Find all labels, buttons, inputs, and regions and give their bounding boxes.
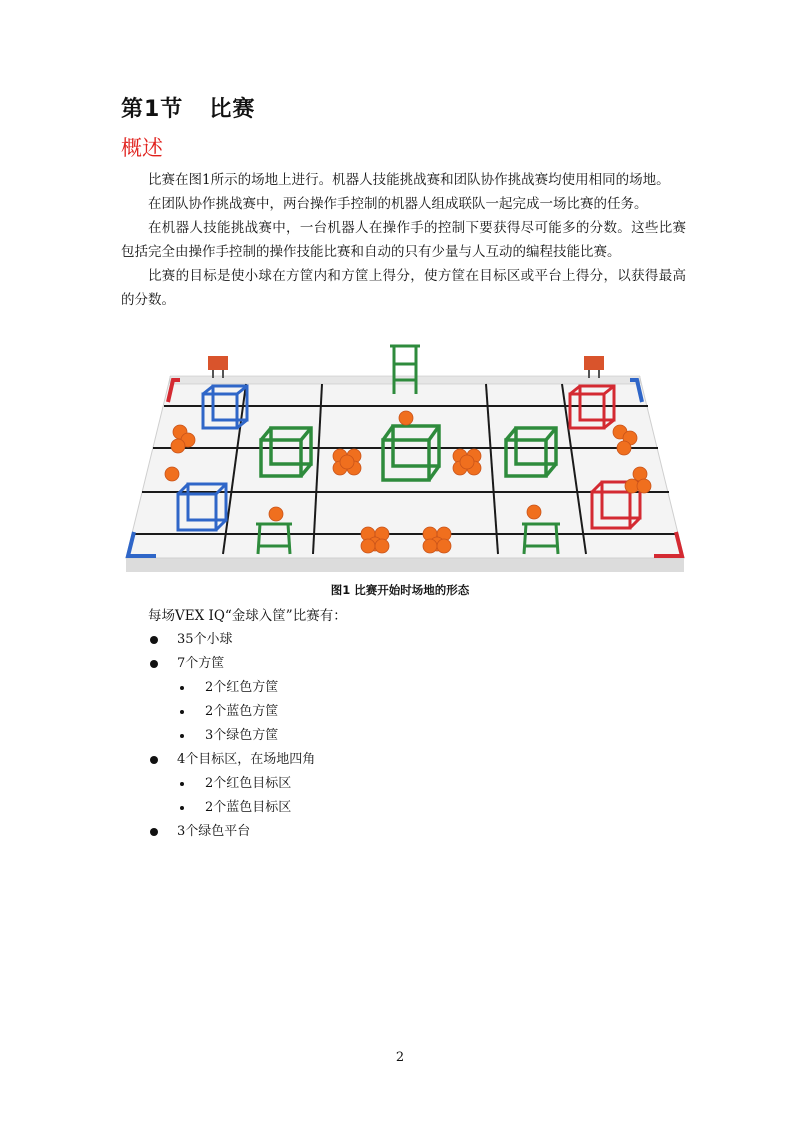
paragraph-3: 在机器人技能挑战赛中，一台机器人在操作手的控制下要获得尽可能多的分数。这些比赛包括完全由操作手控制的操作技能比赛和自动的只有少量与人互动的编程技能比赛。 <box>121 220 686 260</box>
sub-bullet-icon <box>180 782 184 786</box>
bullet-icon <box>150 828 158 836</box>
sub-bullet-icon <box>180 806 184 810</box>
bullet-icon <box>150 636 158 644</box>
sub-bullet-icon <box>180 686 184 690</box>
bullet-icon <box>150 756 158 764</box>
paragraph-2: 在团队协作挑战赛中，两台操作手控制的机器人组成联队一起完成一场比赛的任务。 <box>148 196 648 212</box>
subsection-heading: 概述 <box>121 136 163 160</box>
page-number: 2 <box>395 1050 405 1065</box>
bullet-icon <box>150 660 158 668</box>
field-side <box>126 558 684 572</box>
sub-bullet-icon <box>180 710 184 714</box>
list-intro: 每场VEX IQ“金球入筐”比赛有： <box>148 608 347 624</box>
field-illustration <box>118 336 692 572</box>
section-number: 第1节 <box>121 97 184 122</box>
figure-caption: 图1 比赛开始时场地的形态 <box>330 583 470 597</box>
sub-bullet-icon <box>180 734 184 738</box>
paragraph-1: 比赛在图1所示的场地上进行。机器人技能挑战赛和团队协作挑战赛均使用相同的场地。 <box>148 172 670 188</box>
section-title: 比赛 <box>209 97 256 122</box>
section-heading <box>121 92 255 123</box>
score-signs <box>208 356 604 378</box>
paragraph-4: 比赛的目标是使小球在方筐内和方筐上得分，使方筐在目标区或平台上得分，以获得最高的分数。 <box>121 268 686 308</box>
